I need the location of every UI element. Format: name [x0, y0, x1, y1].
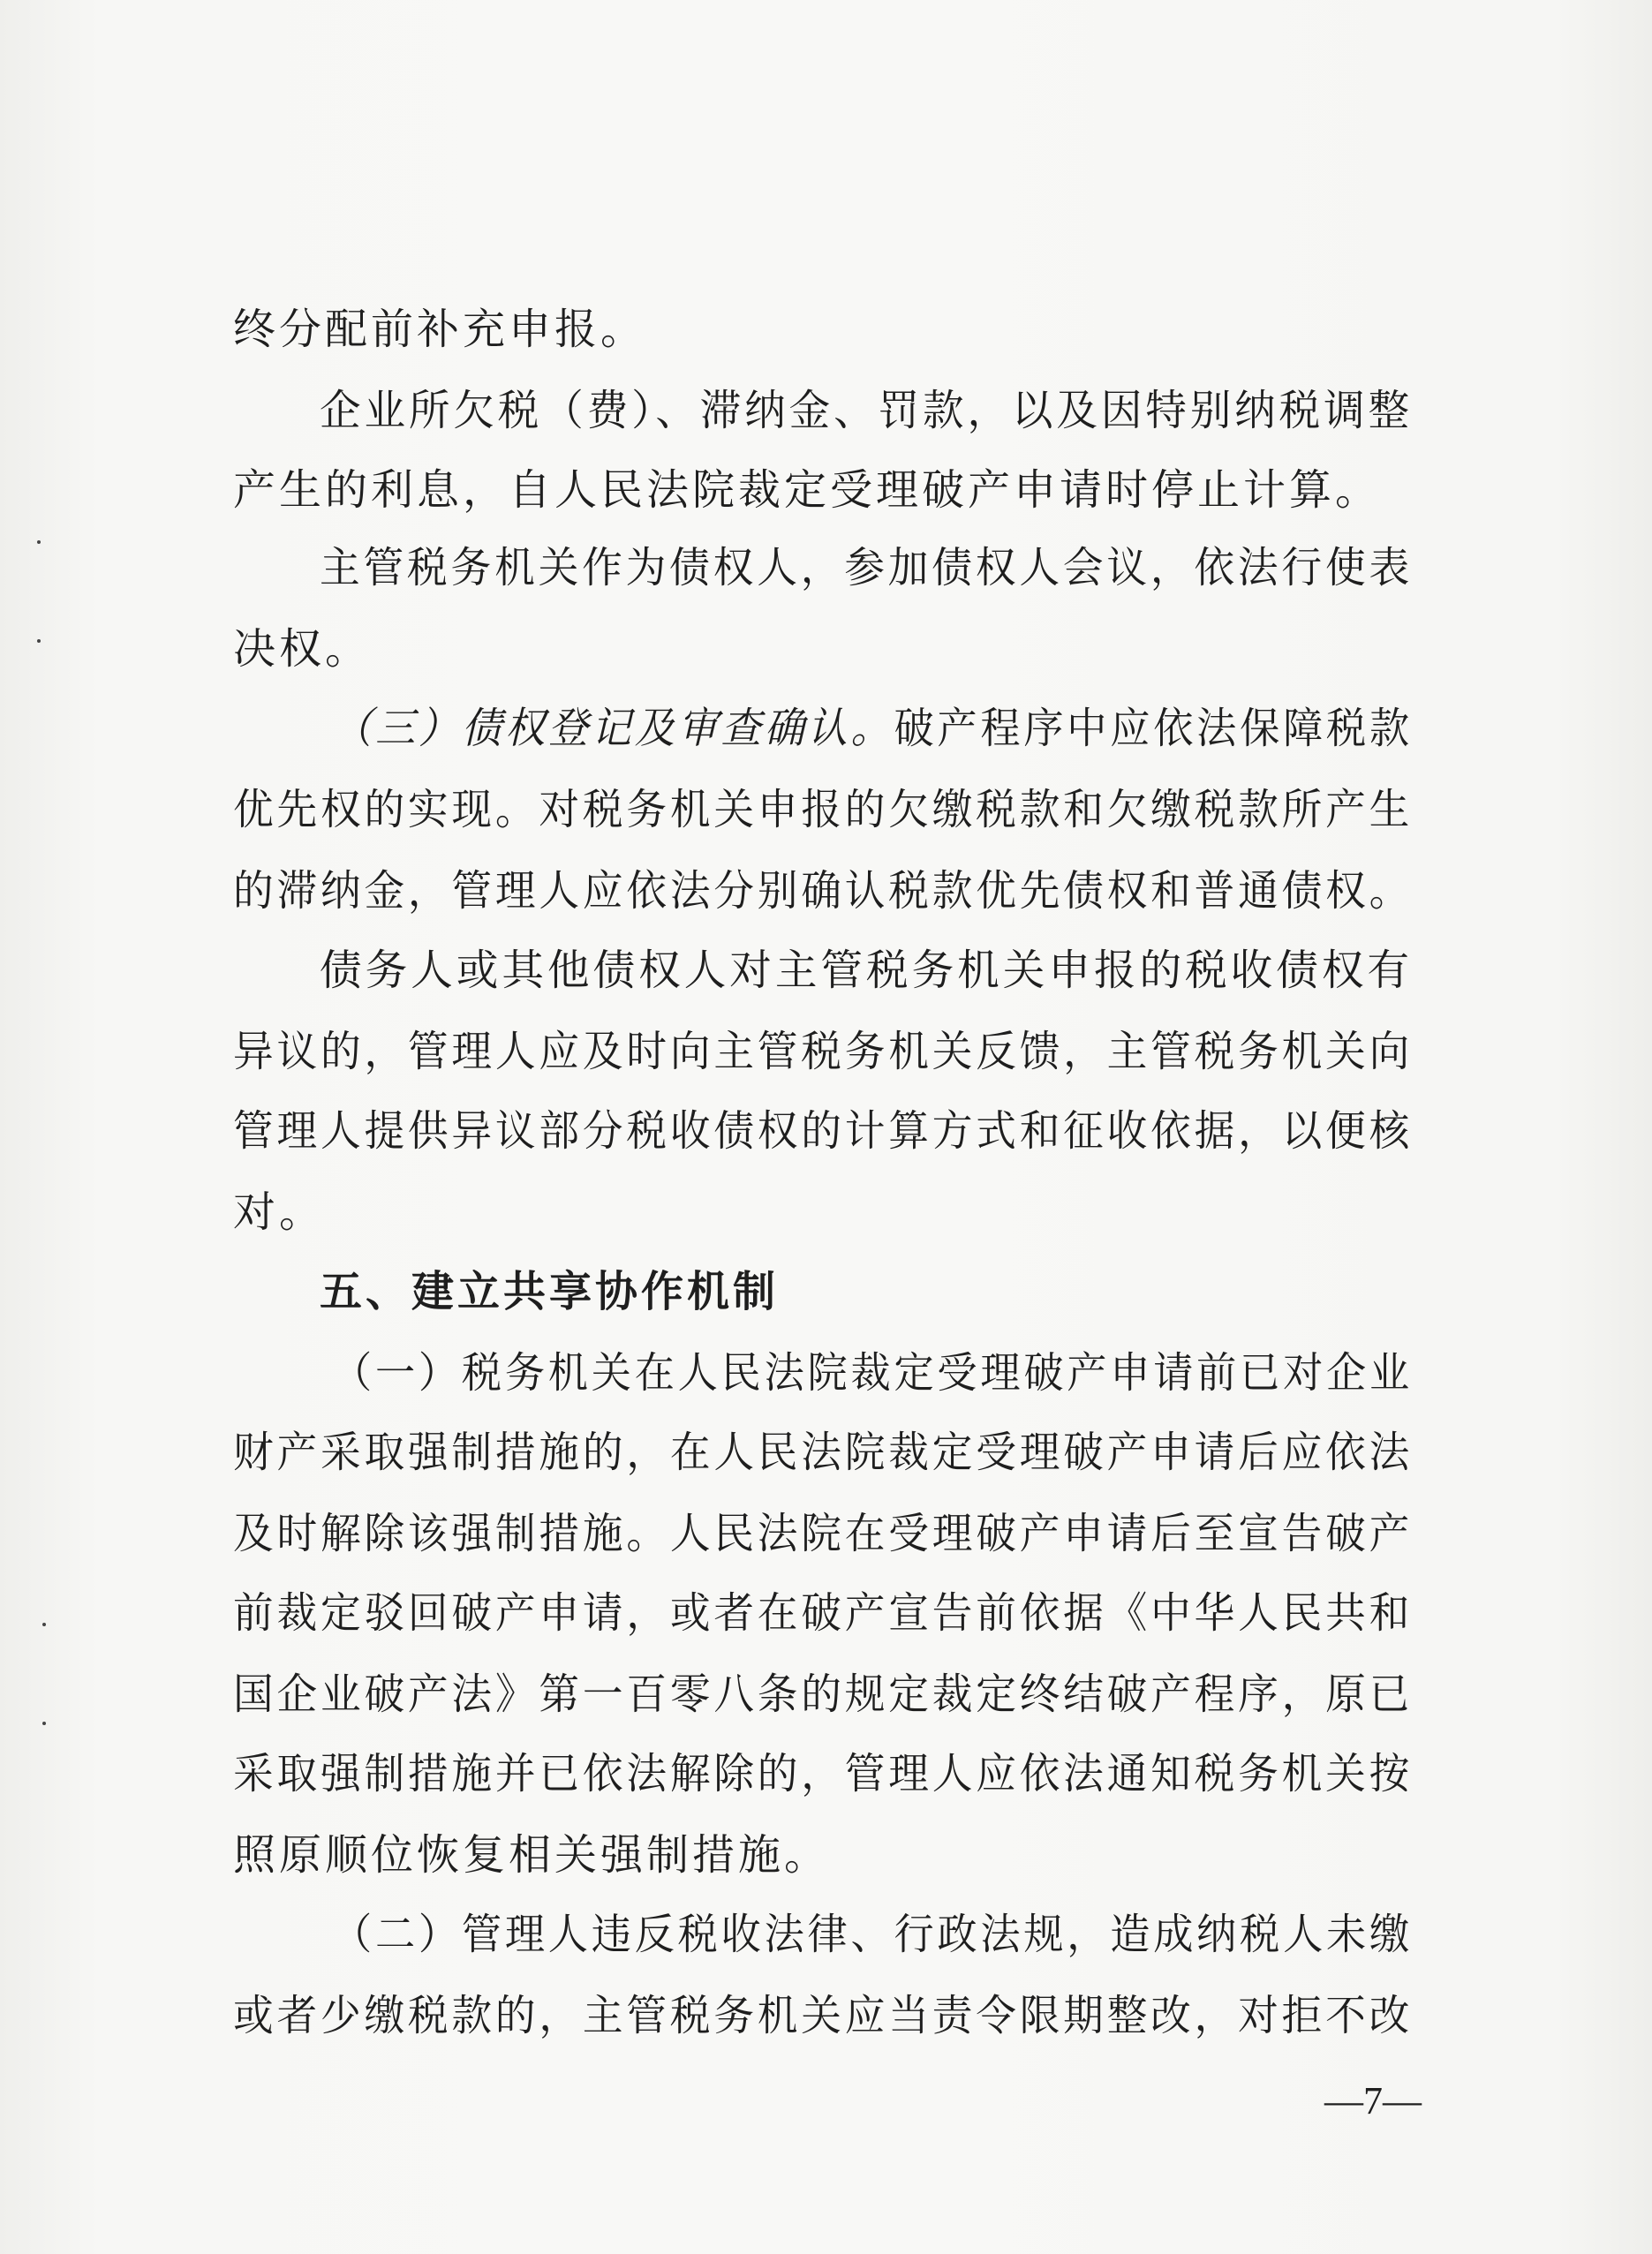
text-line: 或者少缴税款的，主管税务机关应当责令限期整改，对拒不改	[233, 1991, 1414, 2040]
text-line: 优先权的实现。对税务机关申报的欠缴税款和欠缴税款所产生	[233, 785, 1414, 834]
text-line: 前裁定驳回破产申请，或者在破产宣告前依据《中华人民共和	[233, 1588, 1414, 1638]
text-line: 产生的利息，自人民法院裁定受理破产申请时停止计算。	[233, 465, 1382, 515]
scan-mark	[42, 1623, 46, 1626]
scan-mark	[42, 1722, 46, 1725]
text-line: 采取强制措施并已依法解除的，管理人应依法通知税务机关按	[233, 1749, 1414, 1798]
scan-mark	[37, 639, 41, 643]
text-line: 异议的，管理人应及时向主管税务机关反馈，主管税务机关向	[233, 1027, 1414, 1076]
paragraph-line	[332, 697, 1413, 759]
paragraph-line: 债务人或其他债权人对主管税务机关申报的税收债权有	[320, 946, 1414, 995]
text-line: 及时解除该强制措施。人民法院在受理破产申请后至宣告破产	[233, 1509, 1414, 1558]
text-line: 决权。	[233, 624, 372, 674]
paragraph-line: （一）税务机关在人民法院裁定受理破产申请前已对企业	[332, 1348, 1413, 1398]
text-line: 照原顺位恢复相关强制措施。	[233, 1830, 831, 1880]
section-subheading: （三）债权登记及审查确认。	[332, 704, 894, 753]
text-line: 对。	[233, 1187, 326, 1237]
text-line: 的滞纳金，管理人应依法分别确认税款优先债权和普通债权。	[233, 866, 1414, 916]
paragraph-line: 企业所欠税（费）、滞纳金、罚款，以及因特别纳税调整	[320, 386, 1413, 435]
text-line: 终分配前补充申报。	[233, 305, 647, 354]
paragraph-line: 主管税务机关作为债权人，参加债权人会议，依法行使表	[320, 543, 1414, 592]
section-text: 破产程序中应依法保障税款	[894, 704, 1413, 753]
page-number: —7—	[1324, 2079, 1422, 2122]
text-line: 国企业破产法》第一百零八条的规定裁定终结破产程序，原已	[233, 1670, 1414, 1719]
section-heading: 五、建立共享协作机制	[320, 1267, 780, 1316]
text-line: 管理人提供异议部分税收债权的计算方式和征收依据，以便核	[233, 1106, 1414, 1156]
text-line: 财产采取强制措施的，在人民法院裁定受理破产申请后应依法	[233, 1428, 1414, 1477]
paragraph-line: （二）管理人违反税收法律、行政法规，造成纳税人未缴	[332, 1910, 1413, 1959]
scan-mark	[37, 540, 41, 544]
